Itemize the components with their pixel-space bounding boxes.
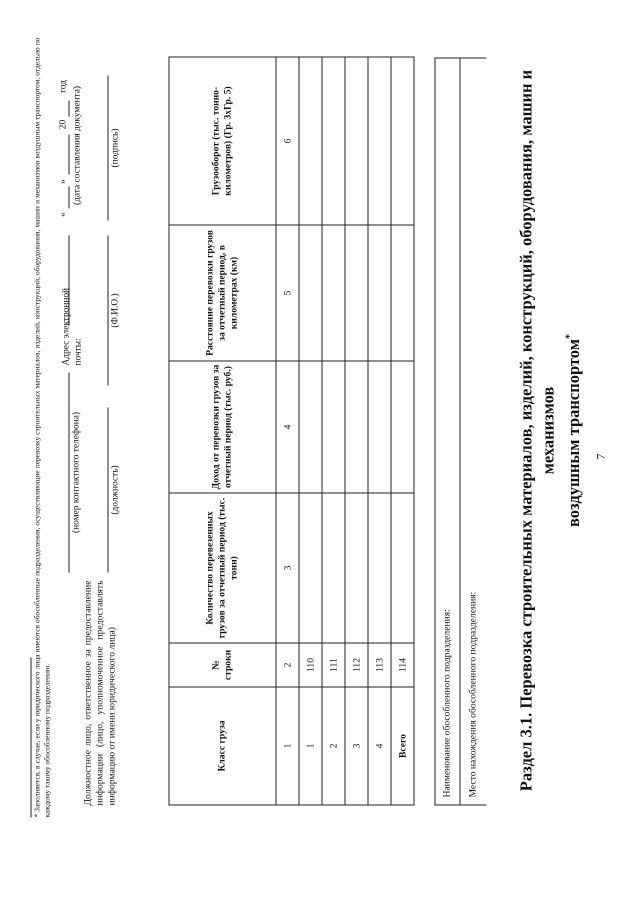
- cargo-table: [168, 56, 414, 805]
- signature-caption: (подпись): [110, 128, 120, 167]
- subdivision-info: [434, 57, 486, 805]
- distance-cell[interactable]: [368, 225, 391, 361]
- distance-cell[interactable]: [299, 225, 322, 361]
- date-year-suffix: год: [58, 79, 68, 93]
- section-title: [515, 45, 585, 815]
- column-number: 2: [276, 643, 299, 687]
- line-number-cell: 110: [299, 643, 322, 687]
- date-open-quote: «: [58, 211, 68, 217]
- subdivision-location-label: Место нахождения обособленного подразделения:: [467, 591, 478, 797]
- column-number: 5: [276, 225, 299, 361]
- table-row-total: [391, 57, 414, 805]
- income-cell[interactable]: [345, 361, 368, 493]
- date-month-line[interactable]: [68, 134, 69, 174]
- income-cell[interactable]: [368, 361, 391, 493]
- position-caption: (должность): [110, 464, 120, 515]
- cargo-class-cell: 2: [322, 687, 345, 805]
- quantity-cell[interactable]: [391, 493, 414, 643]
- date-year-line[interactable]: [68, 100, 69, 116]
- footnote-rule: [30, 657, 31, 817]
- responsible-person-text: Должностное лицо, ответственное за предоставление информации (лицо, уполномоченное предоставлять информацию от имени юридического лица): [82, 580, 117, 805]
- email-label: Адрес электронной почты:: [61, 287, 83, 365]
- distance-cell[interactable]: [322, 225, 345, 361]
- line-number-cell: 111: [322, 643, 345, 687]
- table-row: [345, 57, 368, 805]
- name-line[interactable]: [107, 235, 108, 385]
- title-footnote-marker: *: [564, 333, 575, 339]
- header-cargo-class: Класс груза: [169, 687, 276, 805]
- cargo-class-cell: Всего: [391, 687, 414, 805]
- date-day-line[interactable]: [68, 186, 69, 208]
- column-number: 1: [276, 687, 299, 805]
- header-distance: Расстояние перевозки грузов за отчетный период, в километрах (км): [169, 225, 276, 361]
- line-number-cell: 113: [368, 643, 391, 687]
- quantity-cell[interactable]: [299, 493, 322, 643]
- line-number-cell: 112: [345, 643, 368, 687]
- line-number-cell: 114: [391, 643, 414, 687]
- table-row: [322, 57, 345, 805]
- header-income: Доход от перевозки грузов за отчетный период (тыс. руб.): [169, 361, 276, 493]
- subdivision-location-row: [460, 57, 486, 805]
- column-number-row: [276, 57, 299, 805]
- cargo-class-cell: 3: [345, 687, 368, 805]
- turnover-cell[interactable]: [391, 57, 414, 225]
- column-number: 3: [276, 493, 299, 643]
- phone-caption: (номер контактного телефона): [71, 411, 81, 533]
- cargo-class-cell: 4: [368, 687, 391, 805]
- quantity-cell[interactable]: [322, 493, 345, 643]
- distance-cell[interactable]: [345, 225, 368, 361]
- table-header-row: [169, 57, 276, 805]
- signature-line[interactable]: [107, 75, 108, 220]
- column-number: 6: [276, 57, 299, 225]
- date-close-quote: »: [58, 178, 68, 184]
- income-cell[interactable]: [299, 361, 322, 493]
- page-number: 7: [593, 453, 607, 459]
- cargo-class-cell: 1: [299, 687, 322, 805]
- quantity-cell[interactable]: [345, 493, 368, 643]
- subdivision-name-row: [434, 57, 460, 805]
- table-row: [299, 57, 322, 805]
- email-line[interactable]: [68, 235, 69, 325]
- distance-cell[interactable]: [391, 225, 414, 361]
- turnover-cell[interactable]: [345, 57, 368, 225]
- name-caption: (Ф.И.О.): [110, 292, 120, 328]
- section-title-line2: воздушным транспортом: [563, 338, 583, 527]
- section-title-line1: Раздел 3.1. Перевозка строительных материалов, изделий, конструкций, оборудования, машин и механизмов: [516, 69, 557, 791]
- column-number: 4: [276, 361, 299, 493]
- table-row: [368, 57, 391, 805]
- turnover-cell[interactable]: [368, 57, 391, 225]
- date-caption: (дата составления документа): [72, 85, 82, 205]
- phone-line[interactable]: [68, 372, 69, 572]
- turnover-cell[interactable]: [322, 57, 345, 225]
- footnote: * Заполняется, в случае, если у юридического лица имеются обособленные подразделения, осуществляющие перевозку строительных материалов, изделий, конструкций, оборудования, машин и механизмов воздушным транспортом, отдельно по каждому такому обособленному подразделению.: [32, 37, 51, 817]
- income-cell[interactable]: [322, 361, 345, 493]
- header-turnover: Грузооборот (тыс. тонно-километров) (Гр. 3хГр. 5): [169, 57, 276, 225]
- header-line-number: № строки: [169, 643, 276, 687]
- subdivision-name-label: Наименование обособленного подразделения:: [441, 608, 452, 797]
- turnover-cell[interactable]: [299, 57, 322, 225]
- date-year-prefix: 20: [58, 119, 68, 129]
- header-quantity: Количество перевезенных грузов за отчетный период (тыс. тонн): [169, 493, 276, 643]
- quantity-cell[interactable]: [368, 493, 391, 643]
- position-line[interactable]: [107, 407, 108, 572]
- income-cell[interactable]: [391, 361, 414, 493]
